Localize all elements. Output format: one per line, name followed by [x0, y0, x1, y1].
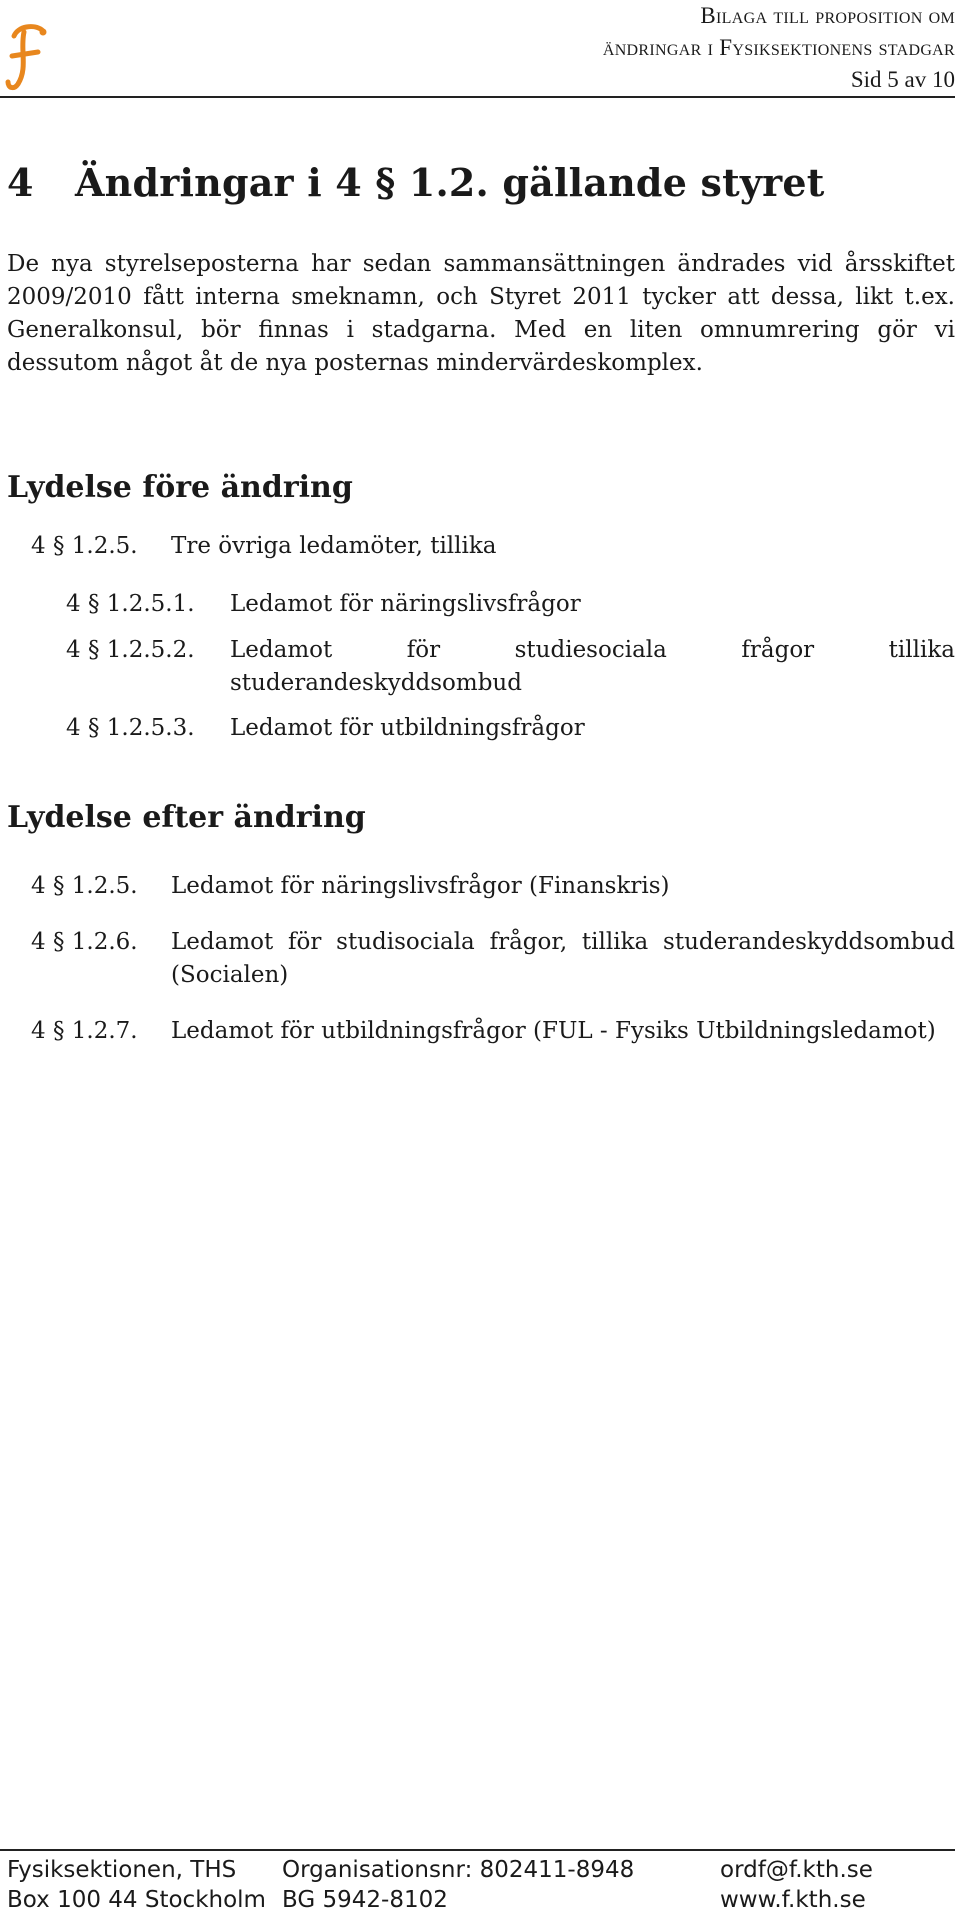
- header-title-line-1: Bilaga till proposition om: [700, 3, 955, 28]
- before-sub-ref: 4 § 1.2.5.2.: [66, 637, 195, 663]
- intro-paragraph: De nya styrelseposterna har sedan sammansättningen ändrades vid årsskiftet 2009/2010 fått interna smeknamn, och Styret 2011 tycker att dessa, likt t.ex. Generalkonsul, bör finnas i stadgarna. Med en liten omnumrering gör vi dessutom något åt de nya posternas mindervärdeskomplex.: [7, 251, 955, 376]
- footer-website[interactable]: www.f.kth.se: [720, 1887, 866, 1913]
- after-item-text: Ledamot för studisociala frågor, tillika studerandeskyddsombud (Socialen): [171, 929, 955, 988]
- section-heading: [7, 160, 824, 205]
- after-item-ref: 4 § 1.2.7.: [31, 1018, 138, 1044]
- before-sub-ref: 4 § 1.2.5.1.: [66, 591, 195, 617]
- footer-address-block: [7, 1855, 266, 1915]
- heading-before-change: Lydelse före ändring: [7, 470, 353, 505]
- before-main-item: [31, 530, 955, 563]
- before-sub-ref: 4 § 1.2.5.3.: [66, 715, 195, 741]
- footer-bankgiro: BG 5942-8102: [282, 1887, 448, 1913]
- footer-address: Box 100 44 Stockholm: [7, 1887, 266, 1913]
- heading-after-change: Lydelse efter ändring: [7, 800, 366, 835]
- footer-rule: [0, 1849, 955, 1851]
- after-item: [31, 1015, 955, 1048]
- footer-contact-block: [720, 1855, 873, 1915]
- before-sub-item: [66, 712, 955, 745]
- footer-registration-block: [282, 1855, 634, 1915]
- before-sub-item: [66, 634, 955, 700]
- after-item: [31, 926, 955, 992]
- header-title-line-2: ändringar i Fysiksektionens stadgar: [602, 35, 955, 60]
- before-sub-text: Ledamot för näringslivsfrågor: [230, 591, 581, 617]
- after-item: [31, 870, 955, 903]
- footer-orgnr: Organisationsnr: 802411-8948: [282, 1857, 635, 1883]
- footer-org: Fysiksektionen, THS: [7, 1857, 237, 1883]
- before-main-text: Tre övriga ledamöter, tillika: [171, 533, 497, 559]
- footer-email[interactable]: ordf@f.kth.se: [720, 1857, 873, 1883]
- after-item-ref: 4 § 1.2.6.: [31, 929, 138, 955]
- before-main-ref: 4 § 1.2.5.: [31, 533, 138, 559]
- page-number: Sid 5 av 10: [850, 67, 955, 92]
- before-sub-text: Ledamot för utbildningsfrågor: [230, 715, 585, 741]
- section-number: 4: [7, 160, 34, 205]
- after-item-text: Ledamot för utbildningsfrågor (FUL - Fysiks Utbildningsledamot): [171, 1018, 936, 1044]
- after-item-ref: 4 § 1.2.5.: [31, 873, 138, 899]
- section-title: Ändringar i 4 § 1.2. gällande styret: [75, 160, 825, 205]
- before-sub-item: [66, 588, 955, 621]
- page-header: [603, 0, 955, 96]
- fysiksektionen-logo: [4, 22, 48, 92]
- header-rule: [0, 96, 955, 98]
- after-item-text: Ledamot för näringslivsfrågor (Finanskris): [171, 873, 670, 899]
- before-sub-text: Ledamot för studiesociala frågor tillika studerandeskyddsombud: [230, 637, 955, 696]
